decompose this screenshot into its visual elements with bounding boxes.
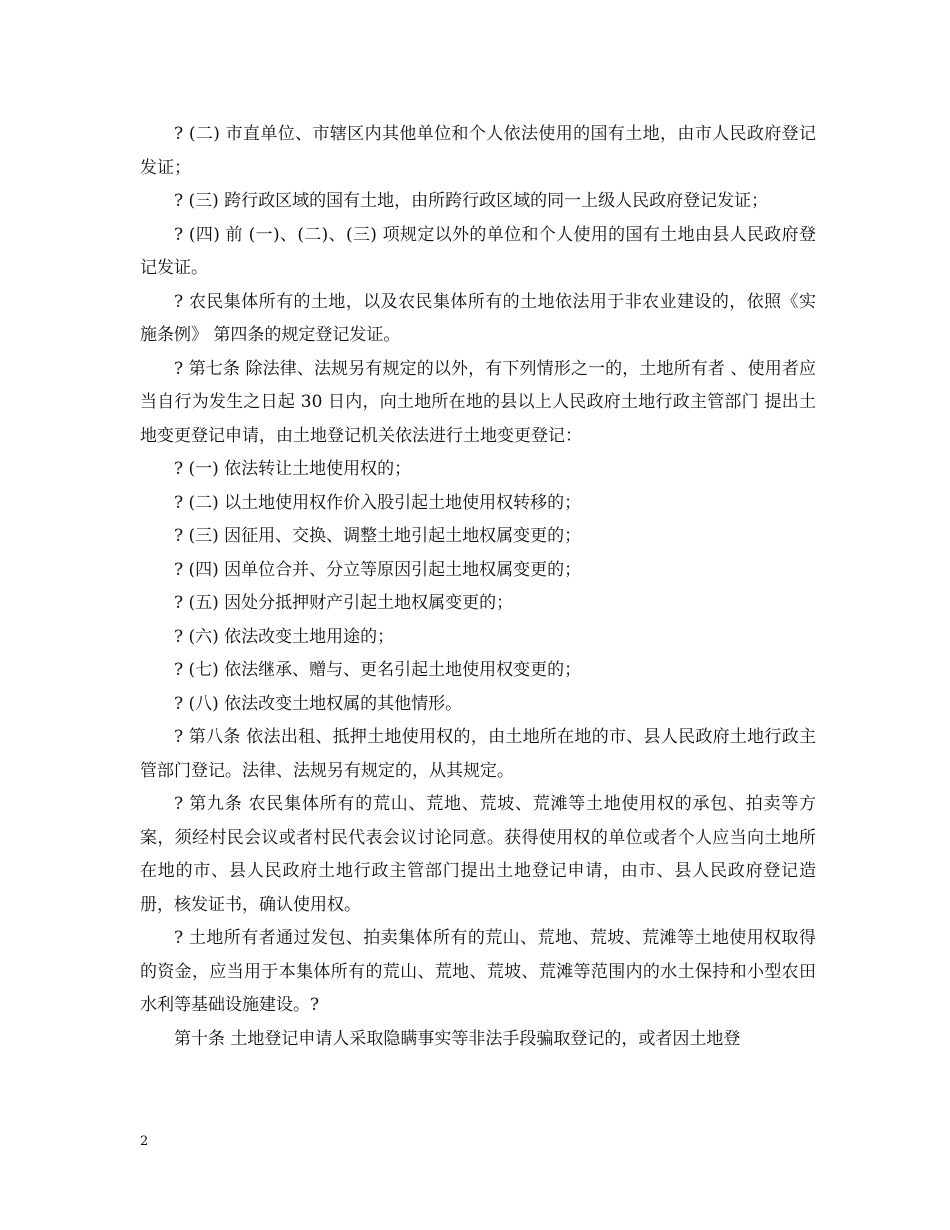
paragraph: 第十条 土地登记申请人采取隐瞒事实等非法手段骗取登记的，或者因土地登 — [174, 1028, 741, 1049]
paragraph: ? (二) 市直单位、市辖区内其他单位和个人依法使用的国有土地，由市人民政府登记发证； — [140, 124, 816, 178]
paragraph: ? 第七条 除法律、法规另有规定的以外，有下列情形之一的，土地所有者 、使用者应当自行为发生之日起 30 日内，向土地所在地的县以上人民政府土地行政主管部门 提出土地变更登记申请，由土地登记机关依法进行土地变更登记： — [140, 358, 816, 446]
page-number: 2 — [140, 1134, 149, 1149]
paragraph: ? (五) 因处分抵押财产引起土地权属变更的； — [174, 593, 514, 613]
paragraph: ? 第八条 依法出租、抵押土地使用权的，由土地所在地的市、县人民政府土地行政主管部门登记。法律、法规另有规定的，从其规定。 — [140, 727, 816, 781]
paragraph: ? (三) 跨行政区域的国有土地，由所跨行政区域的同一上级人民政府登记发证； — [174, 191, 769, 211]
paragraph: ? (四) 因单位合并、分立等原因引起土地权属变更的； — [174, 559, 582, 580]
paragraph: ? 土地所有者通过发包、拍卖集体所有的荒山、荒地、荒坡、荒滩等土地使用权取得的资金，应当用于本集体所有的荒山、荒地、荒坡、荒滩等范围内的水土保持和小型农田水利等基础设施建设。? — [140, 928, 816, 1015]
paragraph: ? (六) 依法改变土地用途的； — [174, 626, 395, 647]
paragraph: ? (三) 因征用、交换、调整土地引起土地权属变更的； — [174, 526, 582, 546]
paragraph: ? (二) 以土地使用权作价入股引起土地使用权转移的； — [174, 492, 582, 513]
paragraph: ? 农民集体所有的土地，以及农民集体所有的土地依法用于非农业建设的，依照《实施条例》 第四条的规定登记发证。 — [140, 291, 816, 345]
paragraph: ? (七) 依法继承、赠与、更名引起土地使用权变更的； — [174, 660, 582, 680]
paragraph: ? (四) 前 (一)、(二)、(三) 项规定以外的单位和个人使用的国有土地由县人民政府登记发证。 — [140, 224, 816, 278]
paragraph: ? 第九条 农民集体所有的荒山、荒地、荒坡、荒滩等土地使用权的承包、拍卖等方案，须经村民会议或者村民代表会议讨论同意。获得使用权的单位或者个人应当向土地所在地的市、县人民政府土地行政主管部门提出土地登记申请，由市、县人民政府登记造册，核发证书，确认使用权。 — [140, 794, 816, 915]
document-body — [140, 118, 816, 1056]
paragraph: ? (一) 依法转让土地使用权的； — [174, 459, 412, 479]
paragraph: ? (八) 依法改变土地权属的其他情形。 — [174, 693, 463, 714]
